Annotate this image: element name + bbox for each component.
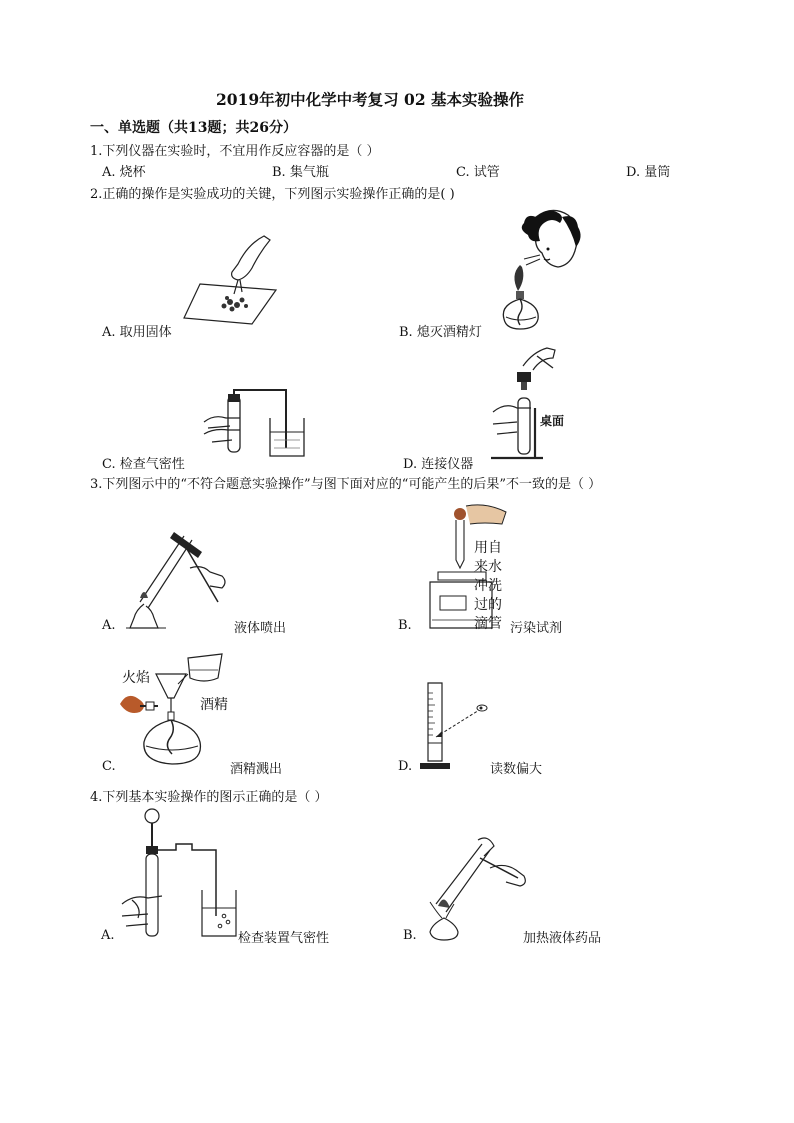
q3-option-a-result: 液体喷出: [234, 621, 287, 636]
q3-option-b-result: 污染试剂: [510, 621, 563, 636]
q4-figure-a-airtight: [112, 808, 244, 940]
question-4-stem: 4.下列基本实验操作的图示正确的是（ ）: [90, 790, 328, 805]
q2-figure-d-desk-label: 桌面: [540, 414, 565, 428]
section-heading: 一、单选题（共13题；共26分）: [90, 120, 297, 136]
q3-b-label-line-1: 用自: [474, 540, 502, 556]
q1-option-b[interactable]: B. 集气瓶: [272, 165, 329, 180]
q3-c-flame-label: 火焰: [122, 670, 150, 686]
q2-figure-b-blow-lamp: [496, 207, 586, 333]
q2-option-d[interactable]: D. 连接仪器: [403, 457, 474, 472]
q2-option-c[interactable]: C. 检查气密性: [102, 457, 185, 472]
q3-option-c-result: 酒精溅出: [230, 762, 283, 777]
q3-option-a-letter[interactable]: A.: [102, 618, 116, 633]
q1-option-c[interactable]: C. 试管: [456, 165, 500, 180]
q2-option-a[interactable]: A. 取用固体: [102, 325, 172, 340]
q4-option-b-letter[interactable]: B.: [403, 928, 417, 943]
q3-figure-a-heating: [118, 524, 236, 630]
q3-c-alcohol-label: 酒精: [200, 697, 228, 713]
q1-option-a[interactable]: A. 烧杯: [102, 165, 146, 180]
question-1-stem: 1.下列仪器在实验时，不宜用作反应容器的是（ ）: [90, 144, 380, 159]
q3-option-c-letter[interactable]: C.: [102, 759, 116, 774]
q3-figure-d-cylinder: [418, 681, 494, 771]
q2-figure-a-take-solid: [182, 234, 282, 326]
q2-figure-c-airtight: [204, 388, 316, 460]
q3-option-d-result: 读数偏大: [490, 762, 543, 777]
q3-b-label-line-5: 滴管: [474, 616, 502, 632]
q3-b-label-line-4: 过的: [474, 597, 502, 613]
q4-option-b-label: 加热液体药品: [523, 931, 602, 946]
q4-figure-b-heating-liquid: [424, 832, 530, 942]
q4-option-a-letter[interactable]: A.: [101, 928, 115, 943]
page-title: 2019年初中化学中考复习 02 基本实验操作: [216, 90, 525, 109]
question-2-stem: 2.正确的操作是实验成功的关键，下列图示实验操作正确的是( ): [90, 187, 455, 202]
q3-option-d-letter[interactable]: D.: [398, 759, 413, 774]
q2-option-b[interactable]: B. 熄灭酒精灯: [399, 325, 482, 340]
q2-figure-d-connect: [491, 346, 571, 460]
q3-b-label-line-3: 冲洗: [474, 578, 502, 594]
q3-option-b-letter[interactable]: B.: [398, 618, 412, 633]
q1-option-d[interactable]: D. 量筒: [626, 165, 671, 180]
q3-b-label-line-2: 来水: [474, 559, 502, 575]
q3-figure-b-dropper: [426, 502, 518, 630]
question-3-stem: 3.下列图示中的“不符合题意实验操作”与图下面对应的“可能产生的后果”不一致的是（ ）: [90, 477, 602, 492]
q4-option-a-label: 检查装置气密性: [238, 931, 330, 946]
